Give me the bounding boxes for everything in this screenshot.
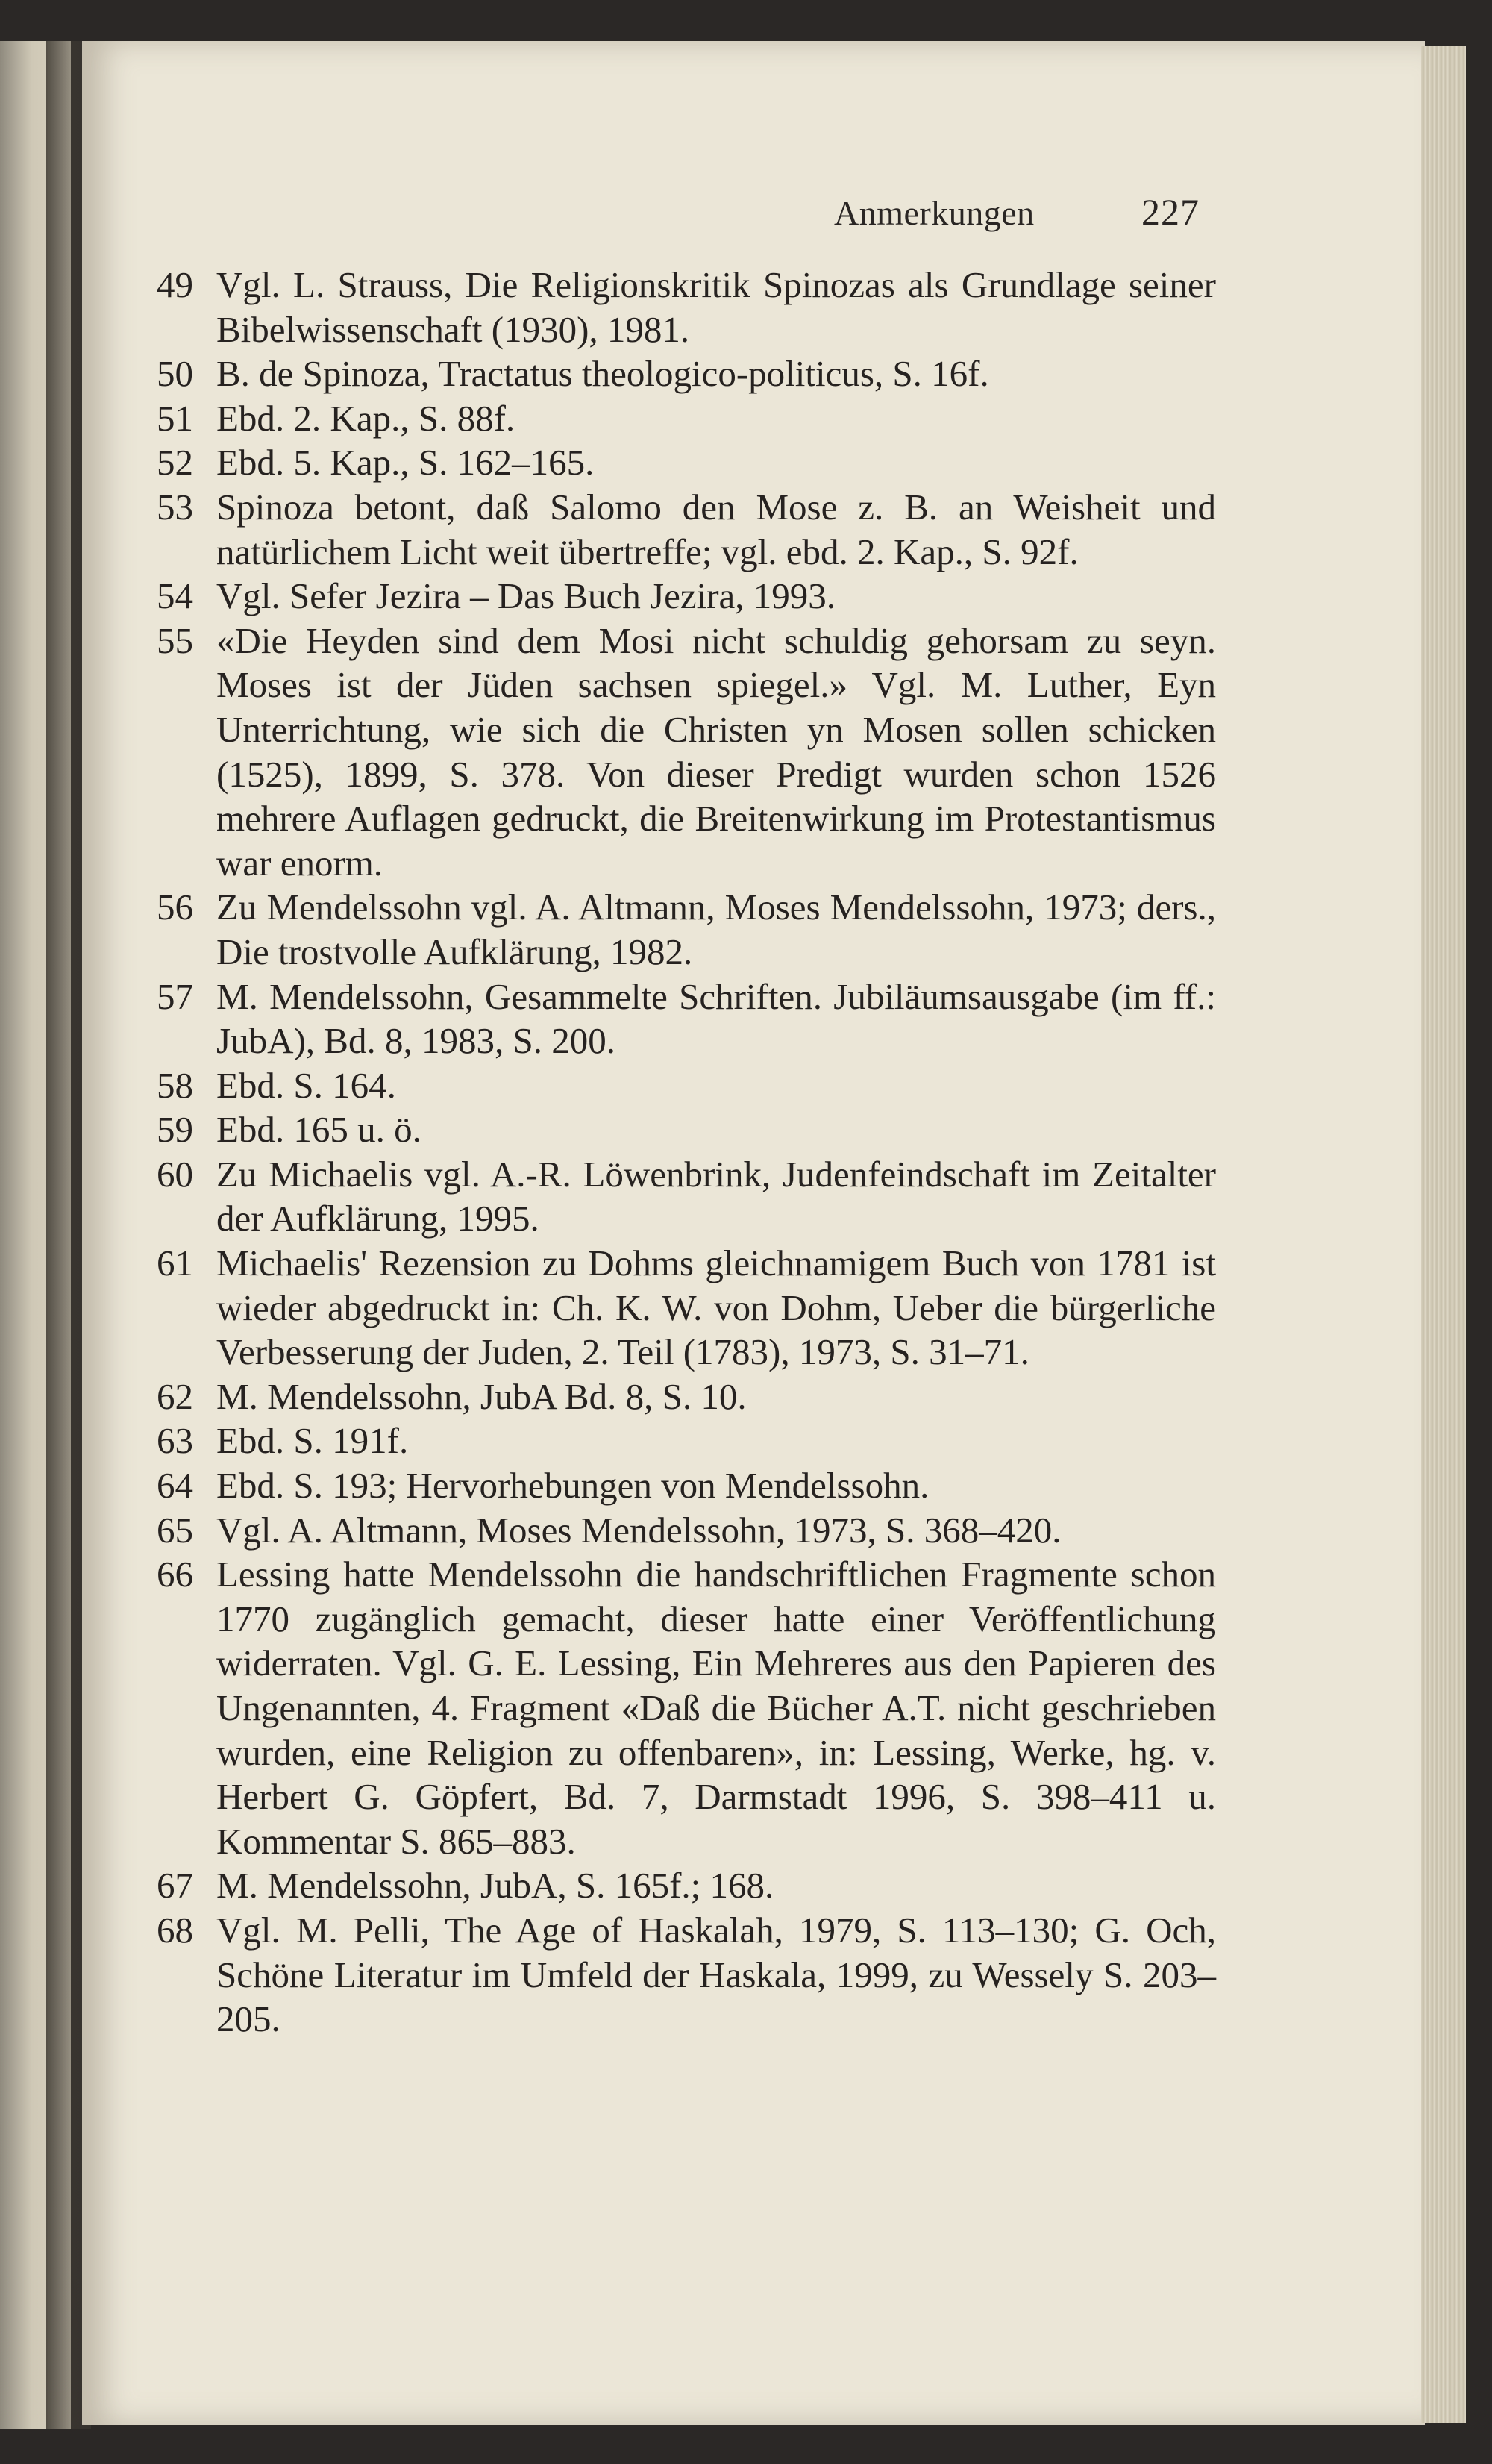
endnote (157, 975, 1216, 1063)
page-stack-edge (1421, 46, 1466, 2423)
endnote-text: Ebd. 5. Kap., S. 162–165. (216, 442, 595, 484)
running-header-title: Anmerkungen (834, 194, 1035, 232)
endnote (157, 1863, 1216, 1908)
endnote (157, 351, 1216, 396)
endnote-number: 50 (157, 353, 193, 395)
endnote (157, 1463, 1216, 1508)
endnote-text: Spinoza betont, daß Salomo den Mose z. B. an Weisheit und natürlichem Licht weit übertreffe; vgl. ebd. 2. Kap., S. 92f. (216, 486, 1216, 572)
endnote-number: 51 (157, 397, 193, 439)
endnote-text: Michaelis' Rezension zu Dohms gleichnamigem Buch von 1781 ist wieder abgedruckt in: Ch. K. W. von Dohm, Ueber die bürgerliche Verbesserung der Juden, 2. Teil (1783), 1973, S. 31–71. (216, 1242, 1216, 1373)
endnote (157, 1152, 1216, 1241)
endnote-number: 65 (157, 1509, 193, 1551)
endnote (157, 1063, 1216, 1108)
endnote (157, 1552, 1216, 1863)
endnote-number: 68 (157, 1909, 193, 1951)
endnote-number: 55 (157, 619, 193, 661)
endnote-text: Zu Michaelis vgl. A.-R. Löwenbrink, Judenfeindschaft im Zeitalter der Aufklärung, 1995. (216, 1153, 1216, 1239)
endnote-text: Ebd. 2. Kap., S. 88f. (216, 397, 515, 439)
endnote (157, 1375, 1216, 1419)
endnote-number: 54 (157, 575, 193, 617)
endnote-text: M. Mendelssohn, JubA Bd. 8, S. 10. (216, 1375, 747, 1417)
endnote-number: 64 (157, 1465, 193, 1507)
endnote-number: 57 (157, 975, 193, 1017)
page-number: 227 (1141, 191, 1200, 233)
endnotes-list (157, 263, 1216, 2042)
endnote-number: 67 (157, 1865, 193, 1907)
endnote (157, 440, 1216, 485)
endnote-text: Zu Mendelssohn vgl. A. Altmann, Moses Mendelssohn, 1973; ders., Die trostvolle Aufklärung, 1982. (216, 887, 1216, 972)
endnote-text: M. Mendelssohn, Gesammelte Schriften. Jubiläumsausgabe (im ff.: JubA), Bd. 8, 1983, S. 200. (216, 975, 1216, 1062)
endnote-text: Vgl. L. Strauss, Die Religionskritik Spinozas als Grundlage seiner Bibelwissenschaft (1930), 1981. (216, 264, 1216, 350)
endnote-number: 66 (157, 1554, 193, 1595)
endnote-number: 61 (157, 1242, 193, 1284)
endnote-number: 62 (157, 1375, 193, 1417)
endnote-text: «Die Heyden sind dem Mosi nicht schuldig gehorsam zu seyn. Moses ist der Jüden sachsen spiegel.» Vgl. M. Luther, Eyn Unterrichtung, wie sich die Christen yn Mosen sollen schicken (1525), 1899, S. 378. Von dieser Predigt wurden schon 1526 mehrere Auflagen gedruckt, die Breitenwirkung im Protestantismus war enorm. (216, 619, 1216, 884)
endnote-text: B. de Spinoza, Tractatus theologico-politicus, S. 16f. (216, 353, 989, 395)
endnote (157, 574, 1216, 619)
endnote (157, 1908, 1216, 2042)
endnote (157, 885, 1216, 974)
endnote-text: Ebd. 165 u. ö. (216, 1109, 421, 1151)
endnote-number: 53 (157, 486, 193, 528)
endnote (157, 1241, 1216, 1375)
endnote-text: Lessing hatte Mendelssohn die handschriftlichen Fragmente schon 1770 zugänglich gemacht, dieser hatte einer Veröffentlichung widerraten. Vgl. G. E. Lessing, Ein Mehreres aus den Papieren des Ungenannten, 4. Fragment «Daß die Bücher A.T. nicht geschrieben wurden, eine Religion zu offenbaren», in: Lessing, Werke, hg. v. Herbert G. Göpfert, Bd. 7, Darmstadt 1996, S. 398–411 u. Kommentar S. 865–883. (216, 1554, 1216, 1862)
endnote-text: Ebd. S. 164. (216, 1064, 396, 1106)
endnote-number: 56 (157, 887, 193, 928)
endnote-text: Vgl. A. Altmann, Moses Mendelssohn, 1973, S. 368–420. (216, 1509, 1062, 1551)
endnote-text: Vgl. Sefer Jezira – Das Buch Jezira, 1993. (216, 575, 836, 617)
endnote-number: 60 (157, 1153, 193, 1195)
endnote-number: 63 (157, 1420, 193, 1462)
endnote-number: 52 (157, 442, 193, 484)
endnote (157, 263, 1216, 351)
endnote-number: 49 (157, 264, 193, 305)
endnote-text: Vgl. M. Pelli, The Age of Haskalah, 1979, S. 113–130; G. Och, Schöne Literatur im Umfeld der Haskala, 1999, zu Wessely S. 203–205. (216, 1909, 1216, 2040)
endnote (157, 396, 1216, 441)
endnote (157, 1419, 1216, 1463)
endnote-text: M. Mendelssohn, JubA, S. 165f.; 168. (216, 1865, 774, 1907)
endnote (157, 1508, 1216, 1553)
endnote (157, 619, 1216, 886)
endnote (157, 1107, 1216, 1152)
endnote-text: Ebd. S. 193; Hervorhebungen von Mendelssohn. (216, 1465, 930, 1507)
endnote (157, 485, 1216, 574)
running-header (834, 190, 1200, 234)
endnote-number: 59 (157, 1109, 193, 1151)
endnote-number: 58 (157, 1064, 193, 1106)
endnote-text: Ebd. S. 191f. (216, 1420, 409, 1462)
